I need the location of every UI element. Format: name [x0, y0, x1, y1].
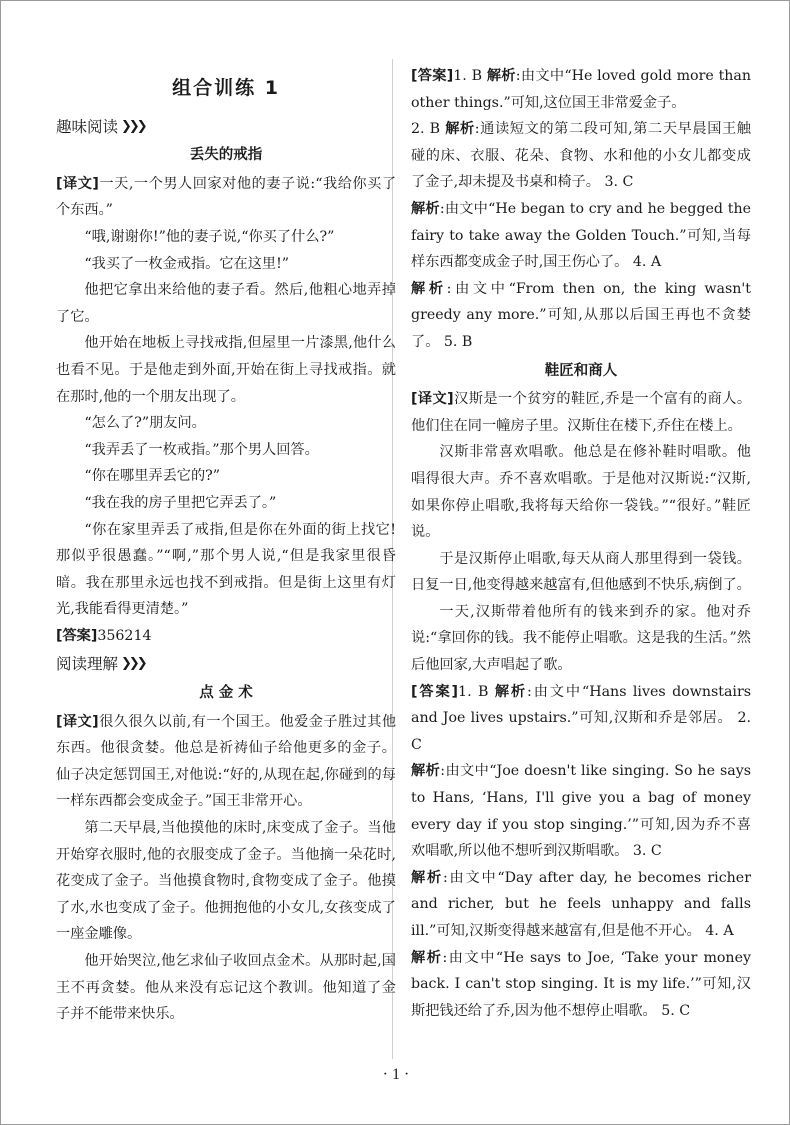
paragraph: 于是汉斯停止唱歌,每天从商人那里得到一袋钱。日复一日,他变得越来越富有,但他感到不快乐,病倒了。: [411, 550, 751, 594]
paragraph: “你在哪里弄丢它的?”: [84, 468, 221, 485]
answer-paragraph: 2. B 解析:通读短文的第二段可知,第二天早晨国王触碰的床、衣服、花朵、食物、水和他的小女儿都变成了金子,却未提及书桌和椅子。 3. C: [411, 121, 751, 191]
paragraph: “我弄丢了一枚戒指。”那个男人回答。: [84, 441, 319, 458]
translation-tag: [译文]: [56, 713, 99, 730]
paragraph: “我在我的房子里把它弄丢了。”: [84, 494, 277, 511]
analysis-label: 解析: [411, 763, 441, 780]
story-title: 丢失的戒指: [189, 147, 263, 164]
left-column: [56, 61, 396, 1028]
analysis-label: 解析: [411, 200, 440, 217]
chevron-right-icon: ❯❯❯: [121, 656, 145, 672]
answer-paragraph: 解析:由文中“He began to cry and he begged the fairy to take away the Golden Touch.”可知,当每样东西都变成金子时,国王伤心了。 4. A: [411, 200, 751, 271]
paragraph: [译文]一天,一个男人回家对他的妻子说:“我给你买了个东西。”: [56, 175, 397, 219]
paragraph: “你在家里弄丢了戒指,但是你在外面的街上找它!那似乎很愚蠢。”“啊,”那个男人说,“但是我家里很昏暗。我在那里永远也找不到戒指。但是街上这里有灯光,我能看得更清楚。”: [56, 521, 396, 618]
section-label: 阅读理解: [56, 655, 119, 674]
paragraph: 第二天早晨,当他摸他的床时,床变成了金子。当他开始穿衣服时,他的衣服变成了金子。当他摘一朵花时,花变成了金子。当他摸食物时,食物变成了金子。他摸了水,水也变成了金子。他拥抱他的小女儿,女孩变成了一座金雕像。: [56, 820, 396, 943]
page-number: · 1 ·: [382, 1066, 410, 1083]
paragraph: [译文]很久很久以前,有一个国王。他爱金子胜过其他东西。他很贪婪。他总是祈祷仙子给他更多的金子。仙子决定惩罚国王,对他说:“好的,从现在起,你碰到的每一样东西都会变成金子。”国王非常开心。: [56, 713, 397, 810]
answer-tag: [答案]: [411, 68, 454, 84]
answer-paragraph: [答案]1. B 解析:由文中“Hans lives downstairs and Joe lives upstairs.”可知,汉斯和乔是邻居。 2. C: [411, 683, 752, 753]
answer-tag: [答案]: [411, 683, 459, 700]
paragraph: 一天,汉斯带着他所有的钱来到乔的家。他对乔说:“拿回你的钱。我不能停止唱歌。这是我的生活。”然后他回家,大声唱起了歌。: [411, 603, 751, 674]
answer-paragraph: 解析:由文中“Joe doesn't like singing. So he says to Hans, ‘Hans, I'll give you a bag of money every day if you stop singing.’”可知,因为乔不喜欢唱歌,所以他不想听到汉斯唱歌。 3. C: [411, 763, 751, 860]
analysis-label: 解析: [445, 121, 475, 138]
analysis-label: 解析: [411, 949, 443, 966]
translation-tag: [译文]: [411, 391, 454, 408]
chevron-right-icon: ❯❯❯: [121, 118, 145, 134]
section-header-reading-comprehension: [56, 651, 396, 678]
translation-tag: [译文]: [56, 175, 99, 192]
analysis-label: 解析: [486, 68, 516, 84]
story-title: 鞋匠和商人: [544, 362, 618, 379]
analysis-label: 解析: [494, 683, 528, 700]
paragraph: “怎么了?”朋友问。: [84, 415, 206, 432]
answer-tag: [答案]: [56, 627, 98, 644]
answer-paragraph: [答案]1. B 解析:由文中“He loved gold more than other things.”可知,这位国王非常爱金子。: [411, 68, 751, 111]
answer-line: [56, 623, 396, 650]
story-title: 点 金 术: [199, 685, 253, 702]
answer-paragraph: 解析:由文中“From then on, the king wasn't greedy any more.”可知,从那以后国王再也不贪婪了。 5. B: [411, 280, 751, 350]
paragraph: 他开始哭泣,他乞求仙子收回点金术。从那时起,国王不再贪婪。他从来没有忘记这个教训。他知道了金子并不能带来快乐。: [56, 953, 396, 1023]
right-column: [411, 63, 751, 1024]
paragraph: 汉斯非常喜欢唱歌。他总是在修补鞋时唱歌。他唱得很大声。乔不喜欢唱歌。于是他对汉斯说:“汉斯,如果你停止唱歌,我将每天给你一袋钱。”“很好。”鞋匠说。: [411, 444, 751, 541]
page-title: 组合训练 1: [172, 77, 280, 99]
paragraph: “我买了一枚金戒指。它在这里!”: [84, 255, 290, 272]
section-header-fun-reading: [56, 114, 396, 141]
analysis-label: 解析: [411, 280, 447, 297]
analysis-label: 解析: [411, 869, 443, 886]
section-label: 趣味阅读: [56, 117, 119, 136]
paragraph: 他把它拿出来给他的妻子看。然后,他粗心地弄掉了它。: [56, 282, 396, 325]
answer-paragraph: 解析:由文中“He says to Joe, ‘Take your money back. I can't stop singing. It is my life.’”可知,汉斯把钱还给了乔,因为他不想停止唱歌。 5. C: [411, 949, 751, 1019]
answer-paragraph: 解析:由文中“Day after day, he becomes richer and richer, but he feels unhappy and falls ill.”可知,汉斯变得越来越富有,但是他不开心。 4. A: [411, 869, 751, 939]
paragraph: “哦,谢谢你!”他的妻子说,“你买了什么?”: [84, 228, 335, 245]
paragraph: 他开始在地板上寻找戒指,但屋里一片漆黑,他什么也看不见。于是他走到外面,开始在街上寻找戒指。就在那时,他的一个朋友出现了。: [56, 335, 396, 405]
answer-value: 356214: [97, 627, 152, 644]
paragraph: [译文]汉斯是一个贫穷的鞋匠,乔是一个富有的商人。他们住在同一幢房子里。汉斯住在楼下,乔住在楼上。: [411, 391, 752, 434]
